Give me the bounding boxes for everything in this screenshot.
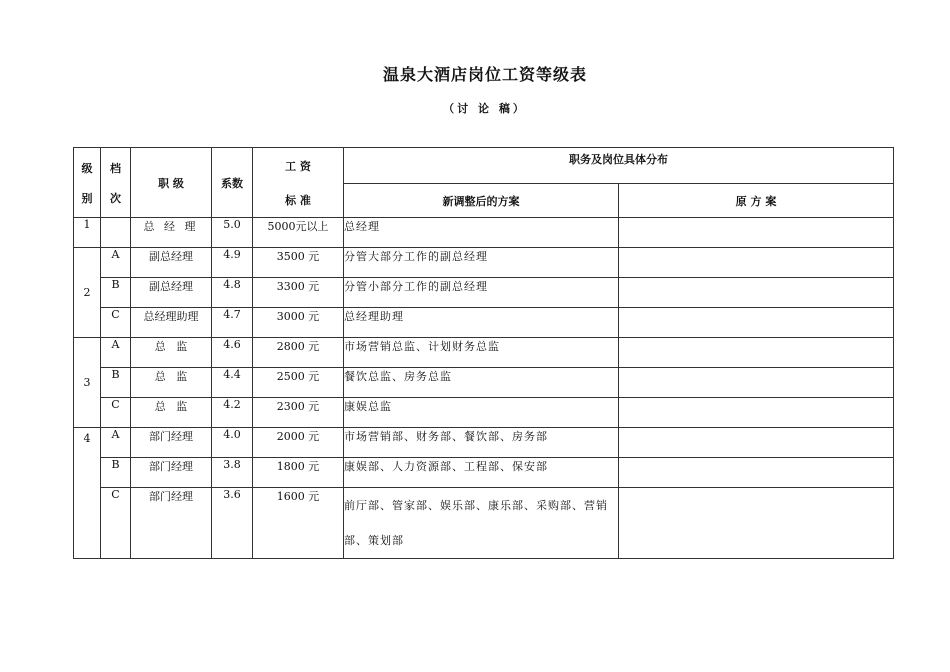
header-wage [253, 148, 344, 218]
header-coefficient: 系数 [212, 148, 253, 218]
table-row [74, 278, 894, 308]
table-row [74, 368, 894, 398]
rank-cell: 部门经理 [131, 488, 212, 559]
coefficient-cell: 3.6 [212, 488, 253, 559]
coefficient-cell: 4.4 [212, 368, 253, 398]
tier-cell [101, 218, 131, 248]
rank-cell: 总 经 理 [131, 218, 212, 248]
tier-cell: A [101, 428, 131, 458]
new-plan-cell: 餐饮总监、房务总监 [344, 368, 619, 398]
new-plan-cell: 分管小部分工作的副总经理 [344, 278, 619, 308]
coefficient-cell: 4.0 [212, 428, 253, 458]
old-plan-cell [619, 248, 894, 278]
wage-cell: 2500 元 [253, 368, 344, 398]
new-plan-cell: 总经理 [344, 218, 619, 248]
old-plan-cell [619, 398, 894, 428]
wage-cell: 1600 元 [253, 488, 344, 559]
page-subtitle: （讨 论 稿） [443, 102, 527, 115]
rank-cell: 总 监 [131, 398, 212, 428]
page-title: 温泉大酒店岗位工资等级表 [382, 65, 587, 84]
header-grade [74, 148, 101, 218]
tier-cell: C [101, 308, 131, 338]
table-row [74, 488, 894, 559]
old-plan-cell [619, 368, 894, 398]
table-row [74, 218, 894, 248]
table-row [74, 338, 894, 368]
old-plan-cell [619, 428, 894, 458]
table-header-row [74, 148, 894, 184]
rank-cell: 部门经理 [131, 458, 212, 488]
rank-cell: 副总经理 [131, 248, 212, 278]
rank-cell: 总 监 [131, 368, 212, 398]
old-plan-cell [619, 278, 894, 308]
old-plan-cell [619, 308, 894, 338]
coefficient-cell: 5.0 [212, 218, 253, 248]
header-grade-bottom: 别 [81, 191, 93, 205]
header-wage-bottom: 标 准 [285, 193, 311, 207]
table-row [74, 248, 894, 278]
header-tier-bottom: 次 [110, 191, 121, 205]
tier-cell: B [101, 278, 131, 308]
wage-cell: 3300 元 [253, 278, 344, 308]
grade-cell: 1 [74, 218, 101, 248]
header-rank: 职 级 [131, 148, 212, 218]
tier-cell: A [101, 248, 131, 278]
wage-cell: 1800 元 [253, 458, 344, 488]
rank-cell: 总经理助理 [131, 308, 212, 338]
new-plan-cell: 总经理助理 [344, 308, 619, 338]
header-distribution: 职务及岗位具体分布 [344, 148, 894, 184]
wage-cell: 2800 元 [253, 338, 344, 368]
old-plan-cell [619, 458, 894, 488]
coefficient-cell: 4.9 [212, 248, 253, 278]
tier-cell: B [101, 458, 131, 488]
grade-cell: 2 [74, 248, 101, 338]
table-row [74, 398, 894, 428]
wage-cell: 3000 元 [253, 308, 344, 338]
rank-cell: 总 监 [131, 338, 212, 368]
wage-grade-table [73, 147, 894, 559]
coefficient-cell: 3.8 [212, 458, 253, 488]
wage-cell: 2300 元 [253, 398, 344, 428]
tier-cell: B [101, 368, 131, 398]
new-plan-cell: 康娱总监 [344, 398, 619, 428]
tier-cell: C [101, 398, 131, 428]
grade-cell: 4 [74, 428, 101, 559]
wage-cell: 3500 元 [253, 248, 344, 278]
new-plan-cell: 分管大部分工作的副总经理 [344, 248, 619, 278]
header-new-plan: 新调整后的方案 [344, 184, 619, 218]
table-row [74, 428, 894, 458]
coefficient-cell: 4.2 [212, 398, 253, 428]
coefficient-cell: 4.8 [212, 278, 253, 308]
header-wage-top: 工 资 [285, 159, 311, 173]
old-plan-cell [619, 218, 894, 248]
header-grade-top: 级 [81, 161, 93, 175]
wage-cell: 2000 元 [253, 428, 344, 458]
old-plan-cell [619, 488, 894, 559]
table-row [74, 458, 894, 488]
grade-cell: 3 [74, 338, 101, 428]
header-tier [101, 148, 131, 218]
new-plan-cell: 康娱部、人力资源部、工程部、保安部 [344, 458, 619, 488]
tier-cell: A [101, 338, 131, 368]
tier-cell: C [101, 488, 131, 559]
coefficient-cell: 4.6 [212, 338, 253, 368]
rank-cell: 副总经理 [131, 278, 212, 308]
header-old-plan: 原 方 案 [619, 184, 894, 218]
new-plan-cell: 市场营销部、财务部、餐饮部、房务部 [344, 428, 619, 458]
wage-cell: 5000元以上 [253, 218, 344, 248]
header-tier-top: 档 [110, 161, 121, 175]
old-plan-cell [619, 338, 894, 368]
new-plan-cell: 市场营销总监、计划财务总监 [344, 338, 619, 368]
table-row [74, 308, 894, 338]
new-plan-cell: 前厅部、管家部、娱乐部、康乐部、采购部、营销部、策划部 [344, 488, 619, 559]
rank-cell: 部门经理 [131, 428, 212, 458]
coefficient-cell: 4.7 [212, 308, 253, 338]
